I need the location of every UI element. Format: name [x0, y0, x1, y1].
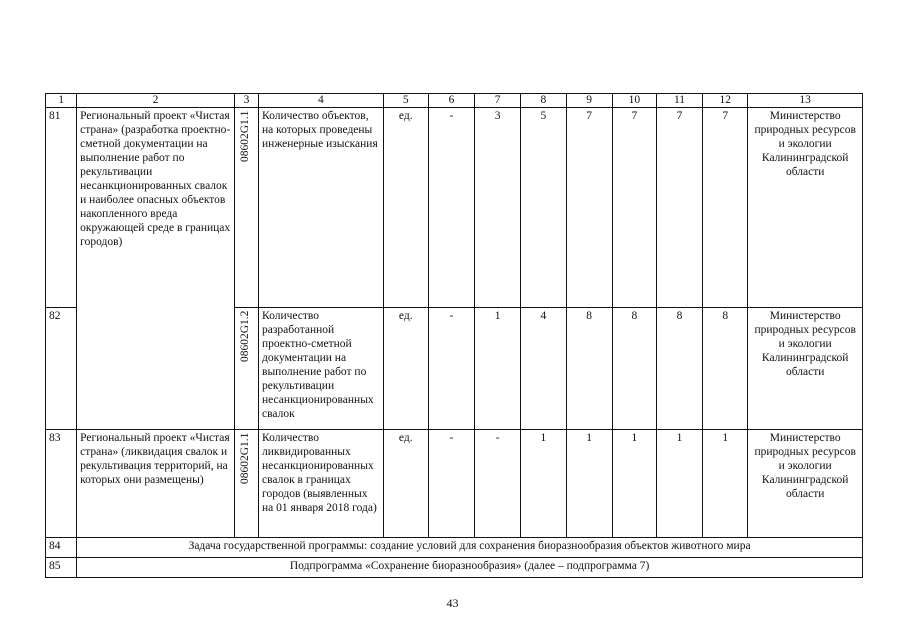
- code-cell: [234, 108, 258, 308]
- table-row: [46, 430, 863, 538]
- value-cell: 1: [612, 430, 656, 538]
- row-number: 82: [46, 308, 77, 430]
- value-cell: 1: [521, 430, 566, 538]
- responsible-cell: Министерство природных ресурсов и экологии Калининградской области: [748, 308, 863, 430]
- header-cell: 5: [383, 94, 428, 108]
- row-number: 84: [46, 538, 77, 558]
- header-cell: 12: [703, 94, 748, 108]
- header-cell: 6: [428, 94, 474, 108]
- indicator-name: Количество ликвидированных несанкционированных свалок в границах городов (выявленных на 01 января 2018 года): [259, 430, 384, 538]
- value-cell: 7: [703, 108, 748, 308]
- indicator-name: Количество объектов, на которых проведены инженерные изыскания: [259, 108, 384, 308]
- header-cell: 1: [46, 94, 77, 108]
- value-cell: 1: [475, 308, 521, 430]
- row-number: 81: [46, 108, 77, 308]
- indicator-code: 08602G1.1: [238, 433, 251, 485]
- value-cell: -: [428, 108, 474, 308]
- unit-cell: ед.: [383, 308, 428, 430]
- value-cell: 7: [612, 108, 656, 308]
- header-cell: 7: [475, 94, 521, 108]
- value-cell: 7: [656, 108, 702, 308]
- header-cell: 2: [77, 94, 235, 108]
- value-cell: 8: [566, 308, 612, 430]
- indicator-code: 08602G1.1: [238, 111, 251, 163]
- table-row: [46, 108, 863, 308]
- value-cell: 3: [475, 108, 521, 308]
- header-cell: 9: [566, 94, 612, 108]
- value-cell: 8: [656, 308, 702, 430]
- value-cell: 7: [566, 108, 612, 308]
- header-cell: 13: [748, 94, 863, 108]
- indicator-code: 08602G1.2: [238, 311, 251, 363]
- value-cell: 8: [703, 308, 748, 430]
- subprogram-heading: Подпрограмма «Сохранение биоразнообразия» (далее – подпрограмма 7): [77, 558, 863, 578]
- value-cell: -: [428, 308, 474, 430]
- header-cell: 3: [234, 94, 258, 108]
- page-number: 43: [446, 596, 459, 610]
- table-header-row: [46, 94, 863, 108]
- code-cell: [234, 430, 258, 538]
- responsible-cell: Министерство природных ресурсов и экологии Калининградской области: [748, 430, 863, 538]
- table-row: [46, 558, 863, 578]
- value-cell: 1: [656, 430, 702, 538]
- code-cell: [234, 308, 258, 430]
- value-cell: 4: [521, 308, 566, 430]
- value-cell: 8: [612, 308, 656, 430]
- project-name: Региональный проект «Чистая страна» (ликвидация свалок и рекультивация территорий, на которых они размещены): [77, 430, 235, 538]
- value-cell: -: [475, 430, 521, 538]
- indicator-name: Количество разработанной проектно-сметной документации на выполнение работ по рекультивации несанкционированных свалок: [259, 308, 384, 430]
- unit-cell: ед.: [383, 430, 428, 538]
- header-cell: 4: [259, 94, 384, 108]
- indicators-table: [45, 93, 863, 578]
- value-cell: 5: [521, 108, 566, 308]
- header-cell: 11: [656, 94, 702, 108]
- row-number: 83: [46, 430, 77, 538]
- table-row: [46, 538, 863, 558]
- unit-cell: ед.: [383, 108, 428, 308]
- value-cell: 1: [703, 430, 748, 538]
- project-name: Региональный проект «Чистая страна» (разработка проектно-сметной документации на выполнение работ по рекультивации несанкционированных свалок и наиболее опасных объектов накопленного вреда окружающей среде в границах городов): [77, 108, 235, 430]
- task-heading: Задача государственной программы: создание условий для сохранения биоразнообразия объектов животного мира: [77, 538, 863, 558]
- responsible-cell: Министерство природных ресурсов и экологии Калининградской области: [748, 108, 863, 308]
- value-cell: 1: [566, 430, 612, 538]
- row-number: 85: [46, 558, 77, 578]
- header-cell: 8: [521, 94, 566, 108]
- header-cell: 10: [612, 94, 656, 108]
- value-cell: -: [428, 430, 474, 538]
